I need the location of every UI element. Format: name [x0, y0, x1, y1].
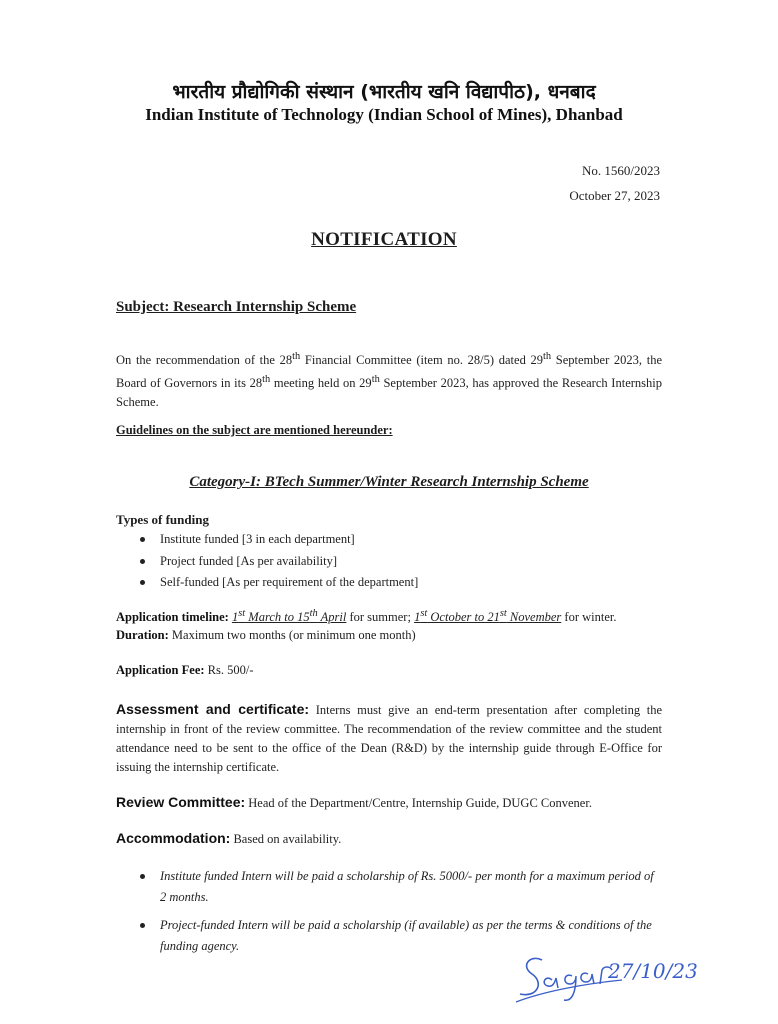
reference-number: No. 1560/2023 [582, 163, 660, 178]
assessment-paragraph: Assessment and certificate: Interns must give an end-term presentation after completing the internship in front of the review committee. The recommendation of the review committee and the student attendance need to be sent to the office of the Dean (R&D) by the internship guide through E-Office for issuing the internship certificate. [116, 701, 663, 774]
list-item: Self-funded [As per requirement of the department] [116, 572, 418, 594]
summer-window: 1st March to 15th April [231, 608, 347, 625]
subject-line: Subject: Research Internship Scheme [116, 299, 357, 315]
list-item: Institute funded [3 in each department] [116, 529, 418, 551]
category-heading: Category-I: BTech Summer/Winter Research Internship Scheme [189, 474, 589, 490]
reference-date: October 27, 2023 [569, 188, 660, 203]
review-committee: Review Committee: Head of the Department/Centre, Internship Guide, DUGC Convener. [116, 794, 592, 810]
list-item: Project funded [As per availability] [116, 551, 418, 573]
funding-list [116, 529, 418, 594]
funding-heading: Types of funding [116, 512, 209, 527]
application-timeline: Application timeline: 1st March to 15th April for summer; 1st October to 21st November for winter. [116, 608, 617, 625]
page-title: NOTIFICATION [311, 229, 457, 250]
accommodation: Accommodation: Based on availability. [116, 830, 342, 846]
signature-image [512, 940, 698, 1012]
signature-date: 27/10/23 [608, 959, 698, 983]
duration-line: Duration: Maximum two months (or minimum one month) [116, 628, 416, 642]
guidelines-heading: Guidelines on the subject are mentioned hereunder: [116, 423, 393, 437]
application-fee: Application Fee: Rs. 500/- [116, 663, 254, 677]
winter-window: 1st October to 21st November [414, 608, 562, 625]
list-item: Project-funded Intern will be paid a scholarship (if available) as per the terms & conditions of the funding agency. [116, 915, 662, 957]
institute-name-hindi: भारतीय प्रौद्योगिकी संस्थान (भारतीय खनि विद्यापीठ), धनबाद [172, 81, 596, 103]
list-item: Institute funded Intern will be paid a scholarship of Rs. 5000/- per month for a maximum period of 2 months. [116, 866, 662, 908]
institute-name-english: Indian Institute of Technology (Indian School of Mines), Dhanbad [145, 105, 623, 124]
intro-paragraph: On the recommendation of the 28th Financial Committee (item no. 28/5) dated 29th September 2023, the Board of Governors in its 28th meeting held on 29th September 2023, has approved the Research Internship Scheme. [116, 351, 662, 410]
